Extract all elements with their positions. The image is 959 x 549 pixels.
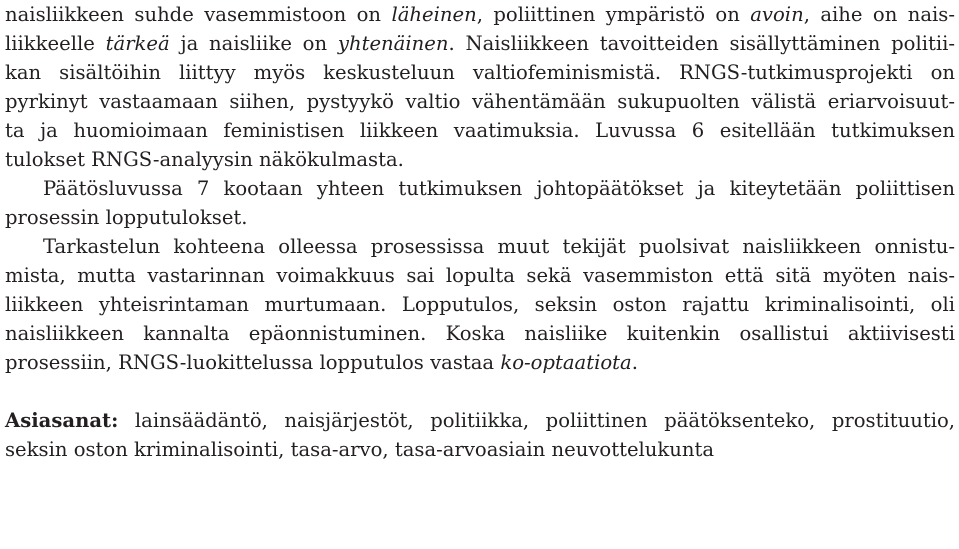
paragraph-2 bbox=[5, 174, 955, 232]
paragraph-3-line: liikkeen yhteisrintaman murtumaan. Lopputulos, seksin oston rajattu kriminalisointi, oli bbox=[5, 293, 955, 316]
paragraph-1-line: naisliikkeen suhde vasemmistoon on läheinen, poliittinen ympäristö on avoin, aihe on nais- bbox=[5, 3, 955, 26]
paragraph-1-line: tulokset RNGS-analyysin näkökulmasta. bbox=[5, 148, 404, 171]
paragraph-1 bbox=[5, 0, 955, 174]
keywords-list: lainsäädäntö, naisjärjestöt, politiikka, poliittinen päätöksenteko, prostituutio, bbox=[118, 409, 955, 432]
keywords-line bbox=[5, 406, 955, 435]
paragraph-2-line: Päätösluvussa 7 kootaan yhteen tutkimuksen johtopäätökset ja kiteytetään poliittisen bbox=[43, 177, 955, 200]
paragraph-3-line: prosessiin, RNGS-luokittelussa lopputulos vastaa ko-optaatiota. bbox=[5, 351, 638, 374]
paragraph-3-line: naisliikkeen kannalta epäonnistuminen. Koska naisliike kuitenkin osallistui aktiivisesti bbox=[5, 322, 955, 345]
keywords-line: seksin oston kriminalisointi, tasa-arvo, tasa-arvoasiain neuvottelukunta bbox=[5, 438, 715, 461]
paragraph-2-line: prosessin lopputulokset. bbox=[5, 206, 248, 229]
paragraph-1-line: pyrkinyt vastaamaan siihen, pystyykö valtio vähentämään sukupuolten välistä eriarvoisuut- bbox=[5, 90, 955, 113]
paragraph-gap bbox=[5, 377, 955, 406]
document-page bbox=[5, 0, 955, 464]
keywords-label: Asiasanat: bbox=[5, 409, 119, 432]
paragraph-3-line: mista, mutta vastarinnan voimakkuus sai lopulta sekä vasemmiston että sitä myöten nais- bbox=[5, 264, 955, 287]
paragraph-3-line: Tarkastelun kohteena olleessa prosessissa muut tekijät puolsivat naisliikkeen onnistu- bbox=[43, 235, 955, 258]
paragraph-1-line: liikkeelle tärkeä ja naisliike on yhtenäinen. Naisliikkeen tavoitteiden sisällyttäminen politii- bbox=[5, 32, 956, 55]
paragraph-3 bbox=[5, 232, 955, 377]
keywords-block bbox=[5, 406, 955, 464]
paragraph-1-line: ta ja huomioimaan feministisen liikkeen vaatimuksia. Luvussa 6 esitellään tutkimuksen bbox=[5, 119, 955, 142]
paragraph-1-line: kan sisältöihin liittyy myös keskusteluun valtiofeminismistä. RNGS-tutkimusprojekti on bbox=[5, 61, 955, 84]
